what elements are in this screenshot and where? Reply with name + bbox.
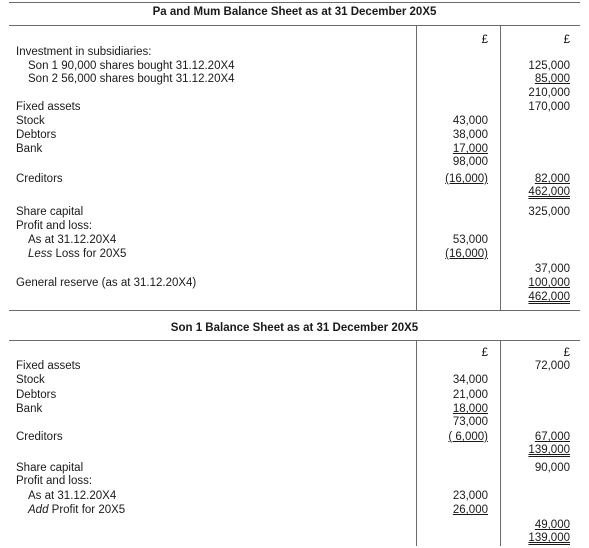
debtors-label: Debtors [16,129,57,141]
s2-stock-label: Stock [16,374,45,386]
s2-pl-change-text: Profit for 20X5 [48,504,126,516]
s2-pl-total: 49,000 [534,519,570,531]
total-equity: 462,000 [528,291,570,303]
rule-top [9,2,580,3]
column-divider-1 [416,25,417,310]
pl-as-at-label: As at 31.12.20X4 [28,234,117,246]
sheet1-title: Pa and Mum Balance Sheet as at 31 December 20X5 [152,6,437,18]
s2-bank-label: Bank [16,403,43,415]
s2-pl-change-label [28,504,125,516]
share-capital-label: Share capital [16,206,84,218]
s2-creditors-amount: ( 6,000) [448,431,488,443]
s2-pl-change-prefix: Add [28,504,49,516]
s2-share-capital-amount: 90,000 [534,462,570,474]
s2-debtors-label: Debtors [16,389,57,401]
investment-total: 210,000 [528,87,570,99]
s2-bank-amount: 18,000 [452,403,488,415]
son1-shares-amount: 125,000 [528,60,570,72]
profit-loss-heading: Profit and loss: [16,220,93,232]
share-capital-amount: 325,000 [528,206,570,218]
total-assets: 462,000 [528,186,570,198]
creditors-amount: (16,000) [445,173,488,185]
s2-pl-as-at-amount: 23,000 [452,490,488,502]
pl-change-prefix: Less [28,248,53,260]
son1-shares-label: Son 1 90,000 shares bought 31.12.20X4 [28,60,235,72]
fixed-assets-amount: 170,000 [528,101,570,113]
s2-total-assets: 139,000 [528,444,570,456]
bank-label: Bank [16,143,43,155]
s2-fixed-assets-label: Fixed assets [16,360,81,372]
s2-fixed-assets-amount: 72,000 [534,360,570,372]
son2-shares-amount: 85,000 [534,73,570,85]
s2-share-capital-label: Share capital [16,462,84,474]
s2-current-assets-total: 73,000 [452,416,488,428]
debtors-amount: 38,000 [452,129,488,141]
s2-pl-change-amount: 26,000 [452,504,488,516]
pl-change-amount: (16,000) [445,248,488,260]
column-divider-4 [500,340,501,546]
rule-header [9,25,580,26]
s2-total-equity: 139,000 [528,532,570,544]
sheet1-col1-header: £ [481,34,488,46]
general-reserve-amount: 100,000 [528,277,570,289]
s2-stock-amount: 34,000 [452,374,488,386]
pl-change-label [28,248,126,260]
creditors-label: Creditors [16,173,63,185]
son2-shares-label: Son 2 56,000 shares bought 31.12.20X4 [28,73,235,85]
s2-profit-loss-heading: Profit and loss: [16,475,93,487]
net-current-assets: 82,000 [534,173,570,185]
sheet2-col1-header: £ [481,347,488,359]
investment-heading: Investment in subsidiaries: [16,46,152,58]
pl-as-at-amount: 53,000 [452,234,488,246]
pl-change-text: Loss for 20X5 [52,248,127,260]
column-divider-2 [500,25,501,310]
rule-header-2 [9,340,580,341]
sheet2-title: Son 1 Balance Sheet as at 31 December 20X5 [170,322,419,334]
column-divider-3 [416,340,417,546]
s2-creditors-label: Creditors [16,431,63,443]
fixed-assets-label: Fixed assets [16,101,81,113]
s2-net-current-assets: 67,000 [534,431,570,443]
sheet1-col2-header: £ [563,34,570,46]
pl-total: 37,000 [534,263,570,275]
s2-debtors-amount: 21,000 [452,389,488,401]
s2-pl-as-at-label: As at 31.12.20X4 [28,490,117,502]
rule-between [9,310,580,311]
current-assets-total: 98,000 [452,156,488,168]
stock-label: Stock [16,115,45,127]
stock-amount: 43,000 [452,115,488,127]
general-reserve-label: General reserve (as at 31.12.20X4) [16,277,197,289]
sheet2-col2-header: £ [563,347,570,359]
bank-amount: 17,000 [452,143,488,155]
